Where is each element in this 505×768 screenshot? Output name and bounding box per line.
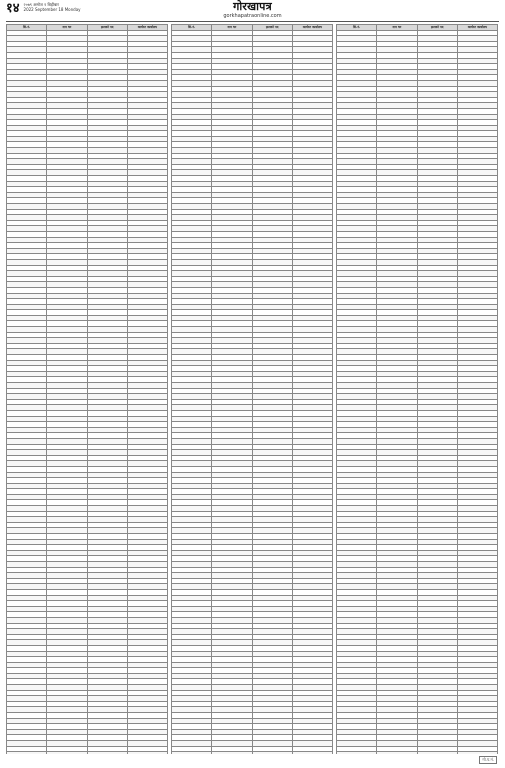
masthead-center <box>0 1 505 19</box>
table-body-3 <box>337 30 498 754</box>
col-header-post: हालको पद <box>87 25 127 31</box>
col-header-name: नाम थर <box>47 25 87 31</box>
website-url[interactable]: gorkhapatraonline.com <box>223 13 282 19</box>
column-3 <box>336 24 498 754</box>
transfer-table-1 <box>6 24 168 754</box>
table-row <box>172 752 333 754</box>
table-row <box>337 752 498 754</box>
paper-name: गोरखापत्र <box>233 0 272 13</box>
col-header-serial: सि.नं. <box>7 25 47 31</box>
date-english: 2022 September 18 Monday <box>23 7 81 12</box>
table-columns <box>6 24 499 754</box>
table-cell <box>337 752 377 754</box>
table-row <box>7 752 168 754</box>
col-header-office: कार्यरत कार्यालय <box>127 25 167 31</box>
col-header-post: हालको पद <box>252 25 292 31</box>
transfer-table-2 <box>171 24 333 754</box>
table-cell <box>417 752 457 754</box>
table-body-1 <box>7 30 168 754</box>
table-body-2 <box>172 30 333 754</box>
col-header-name: नाम थर <box>377 25 417 31</box>
masthead <box>0 0 505 22</box>
table-cell <box>172 752 212 754</box>
col-header-name: नाम थर <box>212 25 252 31</box>
column-2 <box>171 24 333 754</box>
table-cell <box>87 752 127 754</box>
col-header-office: कार्यरत कार्यालय <box>457 25 497 31</box>
footer-code: गो.प.नं. <box>479 756 497 764</box>
table-cell <box>292 752 332 754</box>
col-header-office: कार्यरत कार्यालय <box>292 25 332 31</box>
table-cell <box>377 752 417 754</box>
col-header-serial: सि.नं. <box>337 25 377 31</box>
table-cell <box>127 752 167 754</box>
column-1 <box>6 24 168 754</box>
page-number: १४ <box>6 1 20 16</box>
table-cell <box>47 752 87 754</box>
table-cell <box>7 752 47 754</box>
table-cell <box>212 752 252 754</box>
table-cell <box>457 752 497 754</box>
col-header-post: हालको पद <box>417 25 457 31</box>
header-rule <box>6 21 499 22</box>
transfer-table-3 <box>336 24 498 754</box>
table-cell <box>252 752 292 754</box>
date-nepali: २०७९ असोज १ बिहीबार <box>23 2 59 7</box>
col-header-serial: सि.नं. <box>172 25 212 31</box>
